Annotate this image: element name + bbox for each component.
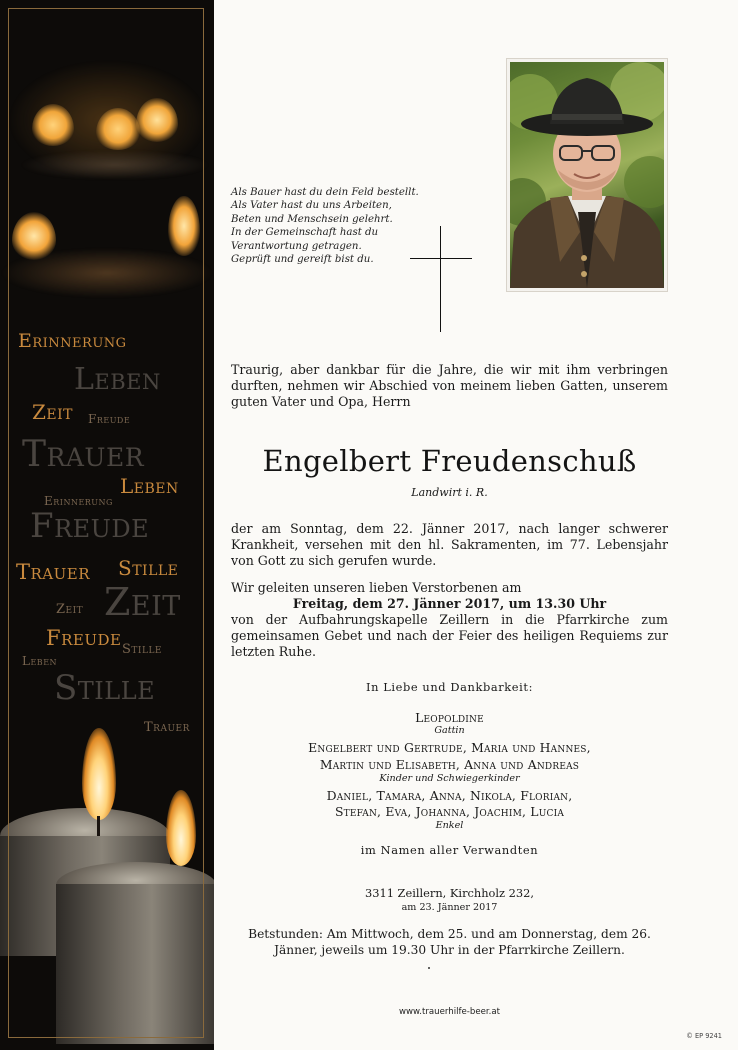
funeral-intro: Wir geleiten unseren lieben Verstorbenen am xyxy=(231,580,522,595)
side-word: Trauer xyxy=(22,434,145,475)
family-grandchildren-line: Daniel, Tamara, Anna, Nikola, Florian, xyxy=(326,788,573,803)
poem xyxy=(231,186,421,266)
cross-icon xyxy=(440,226,441,332)
family-spouse: Leopoldine xyxy=(415,710,484,725)
decorative-candle-band xyxy=(0,0,214,1050)
side-word: Zeit xyxy=(32,400,73,424)
address: 3311 Zeillern, Kirchholz 232, xyxy=(364,886,535,900)
side-word: Trauer xyxy=(16,560,91,584)
separator-dot xyxy=(428,967,430,969)
deceased-name: Engelbert Freudenschuß xyxy=(262,444,637,478)
side-word: Erinnerung xyxy=(44,494,113,508)
side-word: Stille xyxy=(122,642,162,657)
prayer-hours: Betstunden: Am Mittwoch, dem 25. und am Donnerstag, dem 26. Jänner, jeweils um 19.30 Uhr in der Pfarrkirche Zeillern. xyxy=(248,927,651,957)
copyright: © EP 9241 xyxy=(686,1032,722,1040)
closing-line: In Liebe und Dankbarkeit: xyxy=(365,680,534,694)
cross-icon-bar xyxy=(410,258,472,259)
side-word: Leben xyxy=(120,474,179,498)
poem-line: Verantwortung getragen. xyxy=(231,240,362,252)
band-frame xyxy=(8,8,204,1038)
relatives-line: im Namen aller Verwandten xyxy=(360,843,539,857)
portrait-illustration xyxy=(510,62,664,288)
intro-text: Traurig, aber dankbar für die Jahre, die wir mit ihm verbringen durften, nehmen wir Abschied von meinem lieben Gatten, unserem guten Vater und Opa, Herrn xyxy=(231,362,668,410)
side-word: Zeit xyxy=(56,602,84,617)
side-word: Stille xyxy=(54,668,156,708)
family-children-line: Engelbert und Gertrude, Maria und Hannes, xyxy=(308,740,591,755)
side-word: Zeit xyxy=(104,580,181,624)
side-word: Stille xyxy=(118,556,179,580)
side-word: Trauer xyxy=(144,720,190,735)
occupation: Landwirt i. R. xyxy=(411,486,488,499)
side-word: Freude xyxy=(88,412,131,426)
death-text: der am Sonntag, dem 22. Jänner 2017, nach langer schwerer Krankheit, versehen mit den hl. Sakramenten, im 77. Lebensjahr von Gott zu sich gerufen wurde. xyxy=(231,521,668,568)
funeral-text: von der Aufbahrungskapelle Zeillern in die Pfarrkirche zum gemeinsamen Gebet und nach der Feier des heiligen Requiems zur letzten Ruhe. xyxy=(231,612,668,659)
date-line: am 23. Jänner 2017 xyxy=(401,902,498,913)
side-word: Freude xyxy=(30,506,150,546)
portrait-image xyxy=(510,62,664,288)
side-word: Freude xyxy=(46,626,122,650)
family-children-label: Kinder und Schwiegerkinder xyxy=(379,773,520,784)
side-word: Leben xyxy=(74,362,161,397)
poem-line: In der Gemeinschaft hast du xyxy=(231,227,379,239)
portrait-photo xyxy=(506,58,668,292)
poem-line: Als Bauer hast du dein Feld bestellt. xyxy=(231,187,419,198)
website-link[interactable]: www.trauerhilfe-beer.at xyxy=(398,1007,501,1017)
poem-line: Beten und Menschsein gelehrt. xyxy=(231,213,393,225)
funeral-date: Freitag, dem 27. Jänner 2017, um 13.30 Uhr xyxy=(292,596,607,611)
family-spouse-label: Gattin xyxy=(434,725,465,736)
poem-line: Als Vater hast du uns Arbeiten, xyxy=(231,200,392,212)
family-grandchildren-label: Enkel xyxy=(435,820,464,831)
side-word: Erinnerung xyxy=(18,330,127,352)
poem-line: Geprüft und gereift bist du. xyxy=(231,254,374,266)
side-word: Leben xyxy=(22,654,58,668)
family-children-line: Martin und Elisabeth, Anna und Andreas xyxy=(319,757,580,772)
family-grandchildren-line: Stefan, Eva, Johanna, Joachim, Lucia xyxy=(334,804,565,819)
